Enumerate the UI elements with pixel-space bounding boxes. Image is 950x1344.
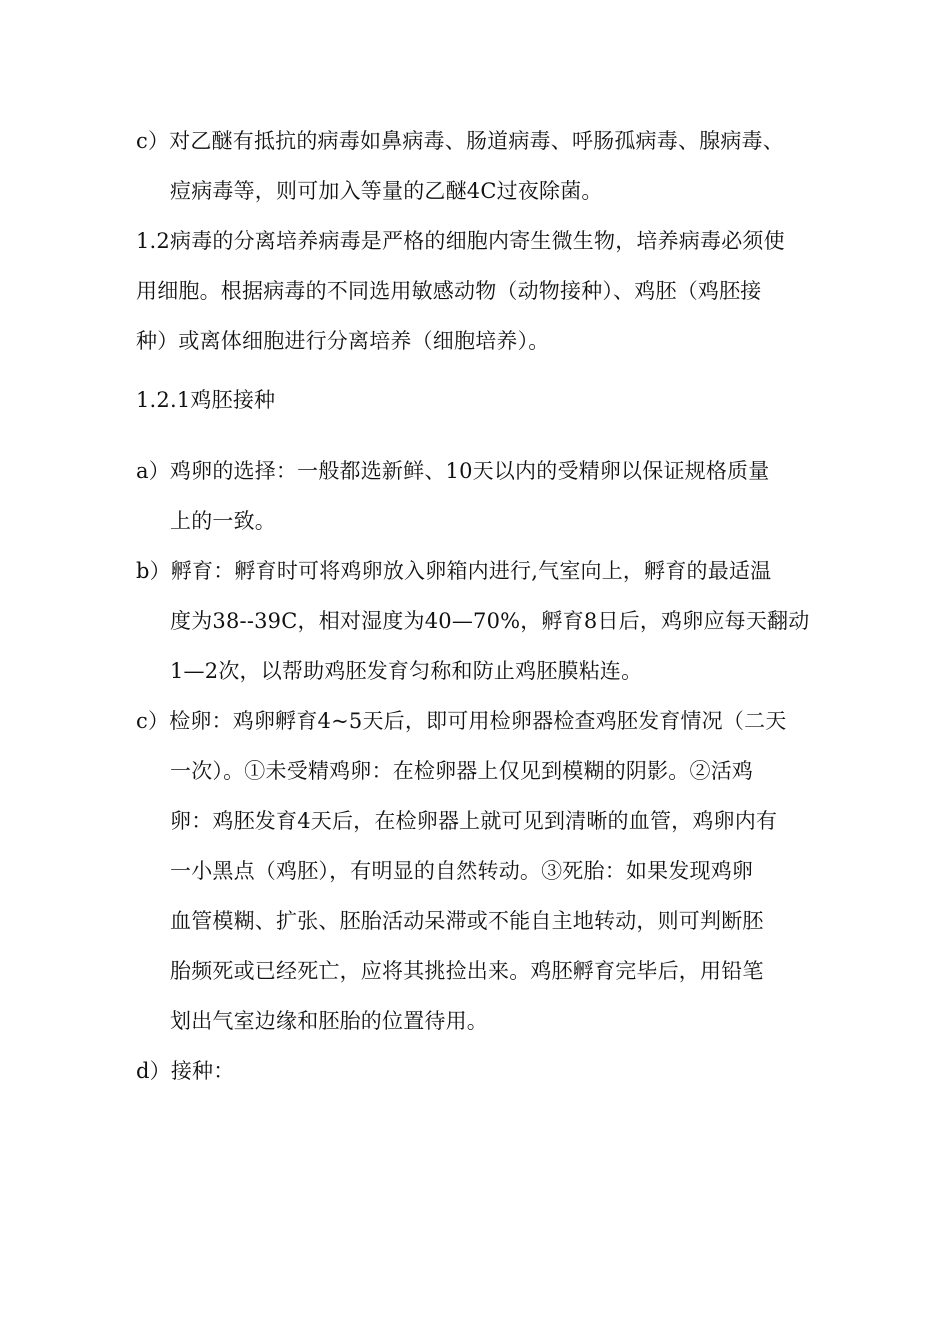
section-1-2-line-1: 1.2病毒的分离培养病毒是严格的细胞内寄生微生物，培养病毒必须使 [136,229,785,253]
section-1-2-line-2: 用细胞。根据病毒的不同选用敏感动物（动物接种）、鸡胚（鸡胚接 [136,279,762,303]
item-d-line-1: d）接种： [136,1059,235,1083]
item-c2-line-6: 胎频死或已经死亡，应将其挑捡出来。鸡胚孵育完毕后，用铅笔 [170,959,764,983]
item-c2-line-2: 一次）。①未受精鸡卵：在检卵器上仅见到模糊的阴影。②活鸡 [170,759,754,783]
item-c1-line-2: 痘病毒等，则可加入等量的乙醚4C过夜除菌。 [170,179,603,203]
item-c2-line-7: 划出气室边缘和胚胎的位置待用。 [170,1009,488,1033]
item-a-line-2: 上的一致。 [170,509,276,533]
item-a-line-1: a）鸡卵的选择：一般都选新鲜、10天以内的受精卵以保证规格质量 [136,459,770,483]
heading-1-2-1: 1.2.1鸡胚接种 [136,388,276,412]
item-c2-line-4: 一小黑点（鸡胚），有明显的自然转动。③死胎：如果发现鸡卵 [170,859,754,883]
item-b-line-2: 度为38--39C，相对湿度为40—70%，孵育8日后，鸡卵应每天翻动 [170,609,810,633]
item-c2-line-1: c）检卵：鸡卵孵育4~5天后，即可用检卵器检查鸡胚发育情况（二天 [136,709,787,733]
item-c2-line-5: 血管模糊、扩张、胚胎活动呆滞或不能自主地转动，则可判断胚 [170,909,764,933]
item-c2-line-3: 卵：鸡胚发育4天后，在检卵器上就可见到清晰的血管，鸡卵内有 [170,809,778,833]
section-1-2-line-3: 种）或离体细胞进行分离培养（细胞培养）。 [136,329,550,353]
item-b-line-1: b）孵育：孵育时可将鸡卵放入卵箱内进行,气室向上，孵育的最适温 [136,559,772,583]
item-c1-line-1: c）对乙醚有抵抗的病毒如鼻病毒、肠道病毒、呼肠孤病毒、腺病毒、 [136,129,784,153]
item-b-line-3: 1—2次，以帮助鸡胚发育匀称和防止鸡胚膜粘连。 [170,659,643,683]
